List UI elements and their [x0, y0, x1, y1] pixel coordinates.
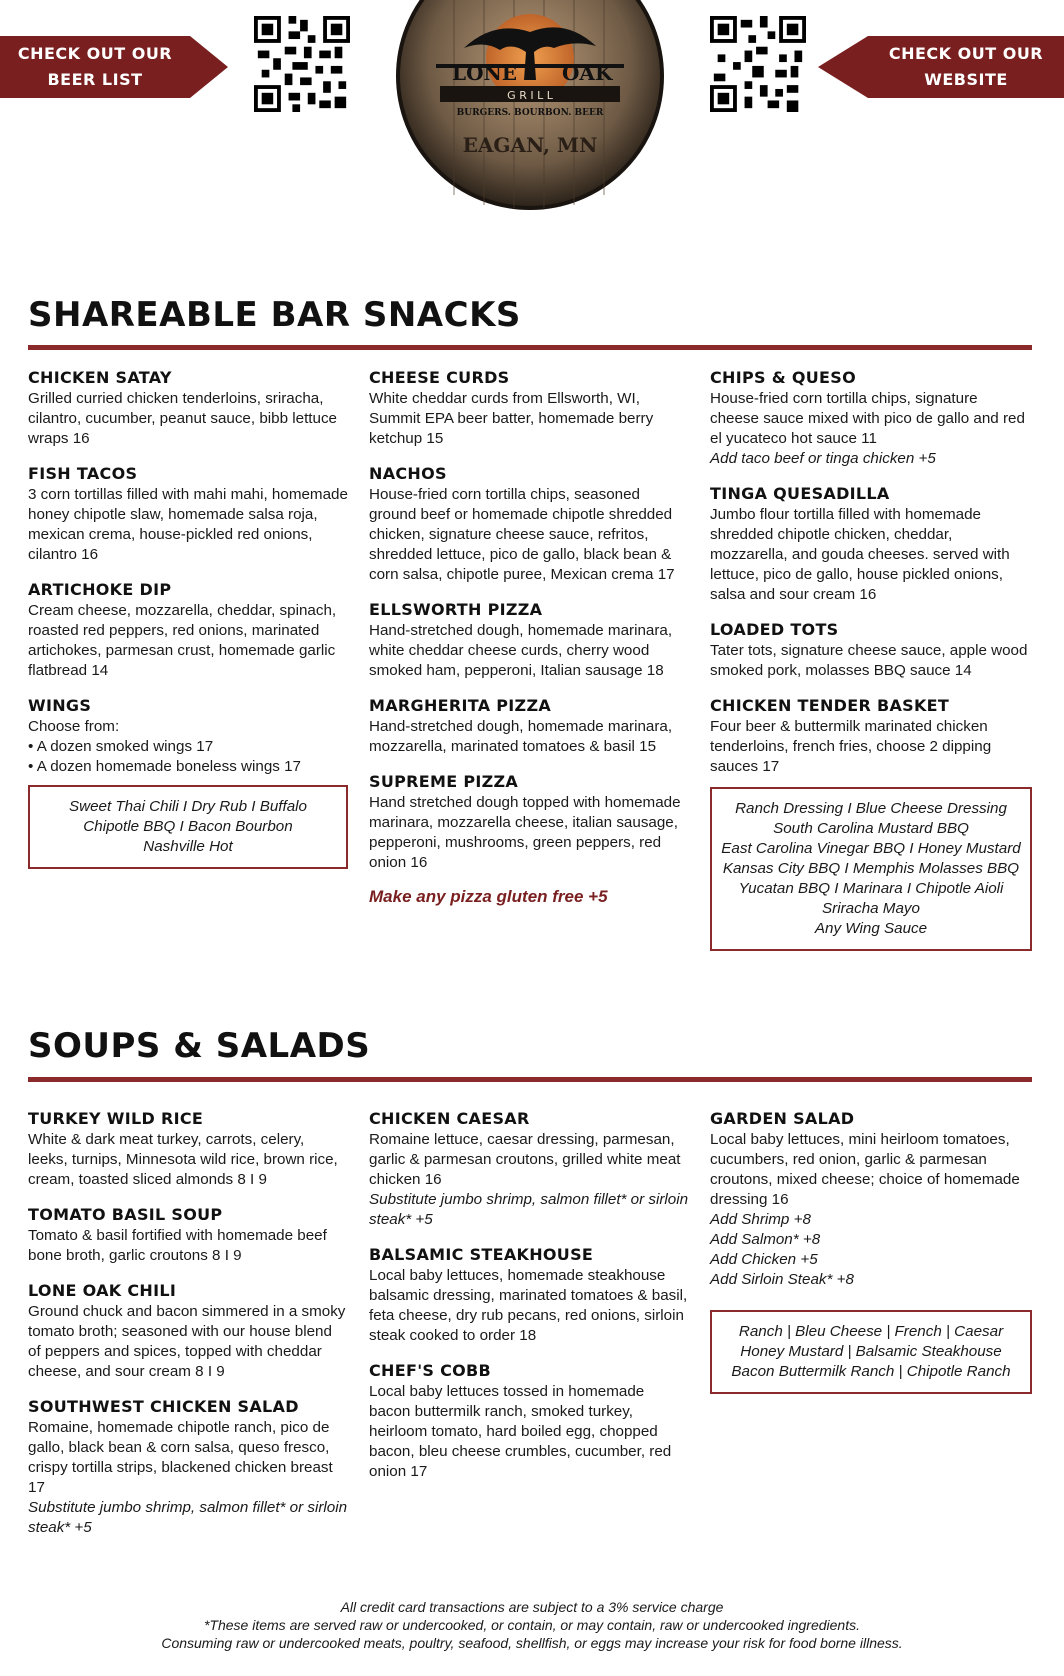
- menu-item: [28, 579, 348, 681]
- dressing-line: Bacon Buttermilk Ranch | Chipotle Ranch: [731, 1363, 1011, 1380]
- svg-text:BURGERS. BOURBON. BEER: BURGERS. BOURBON. BEER: [456, 108, 604, 118]
- item-description: Hand-stretched dough, homemade marinara, white cheddar cheese curds, cherry wood smoked ham, pepperoni, Italian sausage 18: [369, 622, 673, 679]
- arrow-right-icon: [190, 36, 228, 98]
- menu-item: [710, 1108, 1030, 1290]
- menu-item: [28, 1108, 348, 1190]
- item-name: ELLSWORTH PIZZA: [369, 600, 543, 619]
- menu-item: [369, 695, 691, 757]
- svg-text:G R I L L: G R I L L: [507, 89, 553, 102]
- menu-item: [369, 463, 691, 585]
- item-name: TINGA QUESADILLA: [710, 484, 890, 503]
- menu-item: [369, 599, 691, 681]
- dressing-line: Ranch | Bleu Cheese | French | Caesar: [738, 1323, 1004, 1340]
- item-substitute: Substitute jumbo shrimp, salmon fillet* or sirloin steak* +5: [369, 1191, 689, 1228]
- item-description: Local baby lettuces tossed in homemade bacon buttermilk ranch, smoked turkey, heirloom tomato, hard boiled egg, chopped bacon, bleu cheese crumbles, cucumber, red onion 17: [369, 1383, 672, 1480]
- gluten-free-note: Make any pizza gluten free +5: [369, 887, 608, 906]
- item-name: NACHOS: [369, 464, 447, 483]
- beer-list-banner[interactable]: [0, 36, 190, 98]
- beer-list-line-1: CHECK OUT OUR: [17, 44, 173, 63]
- snacks-column-1: [28, 367, 348, 869]
- sauce-line: South Carolina Mustard BBQ: [773, 820, 969, 837]
- item-name: CHICKEN TENDER BASKET: [710, 696, 950, 715]
- sauce-line: Nashville Hot: [143, 838, 233, 855]
- soups-column-2: [369, 1108, 689, 1496]
- item-description: House-fried corn tortilla chips, seasoned ground beef or homemade chipotle shredded chicken, signature cheese sauce, refritos, shredded lettuce, pico de gallo, black bean & corn salsa, chipotle puree, Mexican crema 17: [369, 486, 675, 583]
- item-name: SOUTHWEST CHICKEN SALAD: [28, 1397, 299, 1416]
- item-name: SUPREME PIZZA: [369, 772, 519, 791]
- item-name: BALSAMIC STEAKHOUSE: [369, 1245, 594, 1264]
- website-banner[interactable]: [868, 36, 1064, 98]
- section-divider: [28, 345, 1032, 350]
- menu-item: [28, 1280, 348, 1382]
- wing-sauces-box: [28, 785, 348, 869]
- item-name: FISH TACOS: [28, 464, 138, 483]
- item-description: White & dark meat turkey, carrots, celery, leeks, turnips, Minnesota wild rice, brown rice, cream, toasted sliced almonds 8 I 9: [28, 1131, 338, 1188]
- item-description: Tomato & basil fortified with homemade beef bone broth, garlic croutons 8 I 9: [28, 1227, 327, 1264]
- website-line-2: WEBSITE: [924, 70, 1008, 89]
- menu-item: [28, 1204, 348, 1266]
- item-name: CHICKEN SATAY: [28, 368, 172, 387]
- item-description: Four beer & buttermilk marinated chicken tenderloins, french fries, choose 2 dipping sauces 17: [710, 718, 992, 775]
- section-divider: [28, 1077, 1032, 1082]
- item-addon: Add Salmon* +8: [710, 1231, 821, 1248]
- menu-item: [369, 1244, 689, 1346]
- item-name: LONE OAK CHILI: [28, 1281, 177, 1300]
- item-description: Local baby lettuces, mini heirloom tomatoes, cucumbers, red onion, garlic & parmesan croutons, mixed cheese; choice of homemade dressing 16: [710, 1131, 1020, 1208]
- menu-item: [710, 367, 1030, 469]
- sauce-line: Sweet Thai Chili I Dry Rub I Buffalo: [68, 798, 308, 815]
- item-name: CHIPS & QUESO: [710, 368, 856, 387]
- item-description: Hand stretched dough topped with homemade marinara, mozzarella cheese, italian sausage, pepperoni, mushrooms, green peppers, red onion 16: [369, 794, 681, 871]
- item-description: Cream cheese, mozzarella, cheddar, spinach, roasted red peppers, red onions, marinated artichokes, parmesan crust, homemade garlic flatbread 14: [28, 602, 337, 679]
- item-description: Romaine lettuce, caesar dressing, parmesan, garlic & parmesan croutons, grilled white meat chicken 16: [369, 1131, 681, 1188]
- website-line-1: CHECK OUT OUR: [888, 44, 1044, 63]
- item-name: WINGS: [28, 696, 92, 715]
- footer-disclaimer: [0, 1598, 1064, 1652]
- item-name: GARDEN SALAD: [710, 1109, 855, 1128]
- item-name: TOMATO BASIL SOUP: [28, 1205, 223, 1224]
- menu-item: [369, 367, 691, 449]
- snacks-column-2: [369, 367, 691, 907]
- item-name: CHICKEN CAESAR: [369, 1109, 530, 1128]
- item-addon: Add Chicken +5: [710, 1251, 818, 1268]
- item-addon: Add Shrimp +8: [710, 1211, 811, 1228]
- item-substitute: Substitute jumbo shrimp, salmon fillet* or sirloin steak* +5: [28, 1499, 348, 1536]
- sauce-line: Kansas City BBQ I Memphis Molasses BBQ: [722, 860, 1020, 877]
- dipping-sauces-box: [710, 787, 1032, 951]
- item-description: Local baby lettuces, homemade steakhouse balsamic dressing, marinated tomatoes & basil, feta cheese, dry rub pecans, red onions, sirloin steak cooked to order 18: [369, 1267, 688, 1344]
- dressings-box: [710, 1310, 1032, 1394]
- raw-items-note: *These items are served raw or undercooked, or contain, or may contain, raw or undercooked ingredients.: [203, 1617, 860, 1633]
- menu-item: [710, 695, 1030, 777]
- sauce-line: Yucatan BBQ I Marinara I Chipotle Aioli: [738, 880, 1004, 897]
- item-option: • A dozen homemade boneless wings 17: [28, 758, 301, 775]
- sauce-line: East Carolina Vinegar BBQ I Honey Mustard: [721, 840, 1021, 857]
- item-description: Hand-stretched dough, homemade marinara, mozzarella, marinated tomatoes & basil 15: [369, 718, 673, 755]
- item-description: 3 corn tortillas filled with mahi mahi, homemade honey chipotle slaw, homemade salsa roja, mexican crema, house-pickled red onions, cilantro 16: [28, 486, 348, 563]
- soups-column-3: [710, 1108, 1030, 1394]
- item-addon: Add Sirloin Steak* +8: [710, 1271, 854, 1288]
- section-title-snacks: SHAREABLE BAR SNACKS: [28, 295, 521, 335]
- menu-item: [710, 619, 1030, 681]
- item-name: MARGHERITA PIZZA: [369, 696, 552, 715]
- item-description: Tater tots, signature cheese sauce, apple wood smoked pork, molasses BBQ sauce 14: [710, 642, 1028, 679]
- beer-list-line-2: BEER LIST: [47, 70, 143, 89]
- menu-item: [28, 1396, 348, 1538]
- soups-column-1: [28, 1108, 348, 1552]
- menu-item: [710, 483, 1030, 605]
- lone-oak-grill-logo: [394, 0, 666, 212]
- menu-item: [28, 367, 348, 449]
- section-title-soups: SOUPS & SALADS: [28, 1026, 371, 1066]
- menu-item: [369, 771, 691, 873]
- item-description: Romaine, homemade chipotle ranch, pico de gallo, black bean & corn salsa, queso fresco, crispy tortilla strips, blackened chicken breast 17: [28, 1419, 333, 1496]
- qr-code-beer-list-icon[interactable]: [254, 16, 350, 112]
- snacks-column-3: [710, 367, 1030, 951]
- item-name: LOADED TOTS: [710, 620, 839, 639]
- health-warning: Consuming raw or undercooked meats, poultry, seafood, shellfish, or eggs may increase your risk for food borne illness.: [161, 1635, 903, 1651]
- qr-code-website-icon[interactable]: [710, 16, 806, 112]
- dressing-line: Honey Mustard | Balsamic Steakhouse: [740, 1343, 1002, 1360]
- menu-item: [369, 1108, 689, 1230]
- sauce-line: Sriracha Mayo: [822, 900, 920, 917]
- sauce-line: Chipotle BBQ I Bacon Bourbon: [83, 818, 293, 835]
- item-option: • A dozen smoked wings 17: [28, 738, 214, 755]
- item-description: House-fried corn tortilla chips, signature cheese sauce mixed with pico de gallo and red el yucateco hot sauce 11: [710, 390, 1025, 447]
- item-description: Choose from:: [28, 718, 120, 735]
- item-description: Ground chuck and bacon simmered in a smoky tomato broth; seasoned with our house blend of peppers and spices, topped with cheddar cheese, and sour cream 8 I 9: [28, 1303, 346, 1380]
- item-description: White cheddar curds from Ellsworth, WI, Summit EPA beer batter, homemade berry ketchup 15: [369, 390, 654, 447]
- menu-item: [28, 463, 348, 565]
- svg-text:OAK: OAK: [562, 61, 613, 85]
- item-addon: Add taco beef or tinga chicken +5: [710, 450, 936, 467]
- item-name: CHEF'S COBB: [369, 1361, 492, 1380]
- service-charge-note: All credit card transactions are subject to a 3% service charge: [340, 1599, 724, 1615]
- svg-text:EAGAN, MN: EAGAN, MN: [462, 133, 598, 157]
- sauce-line: Ranch Dressing I Blue Cheese Dressing: [735, 800, 1007, 817]
- arrow-left-icon: [818, 36, 868, 98]
- item-name: TURKEY WILD RICE: [28, 1109, 204, 1128]
- item-description: Grilled curried chicken tenderloins, sriracha, cilantro, cucumber, peanut sauce, bibb lettuce wraps 16: [28, 390, 337, 447]
- menu-item: [28, 695, 348, 777]
- item-name: ARTICHOKE DIP: [28, 580, 172, 599]
- item-description: Jumbo flour tortilla filled with homemade shredded chipotle chicken, cheddar, mozzarella, and gouda cheeses. served with lettuce, pico de gallo, house pickled onions, salsa and sour cream 16: [710, 506, 1010, 603]
- menu-item: [369, 1360, 689, 1482]
- svg-text:LONE: LONE: [452, 61, 518, 85]
- sauce-line: Any Wing Sauce: [814, 920, 928, 937]
- item-name: CHEESE CURDS: [369, 368, 510, 387]
